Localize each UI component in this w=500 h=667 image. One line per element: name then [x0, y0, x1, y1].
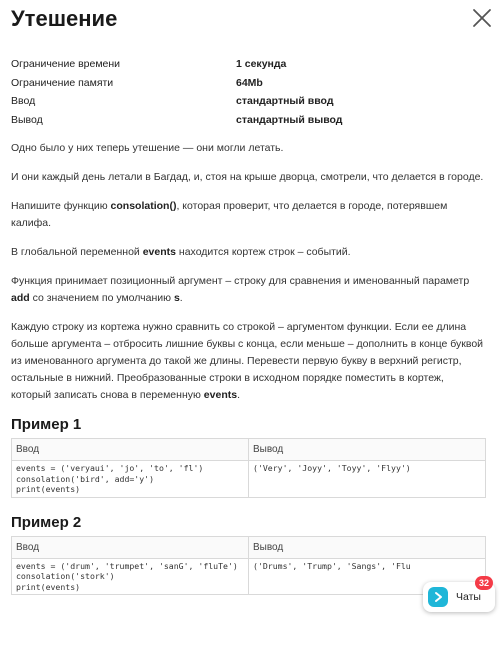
- example-input-code[interactable]: events = ('drum', 'trumpet', 'sanG', 'fluTe') consolation('stork') print(events): [16, 560, 238, 592]
- example-table: [11, 536, 486, 596]
- statement-paragraph: Одно было у них теперь утешение — они могли летать.: [11, 142, 284, 154]
- output-cell: [249, 461, 486, 498]
- limit-value: стандартный ввод: [236, 95, 334, 108]
- example-input-code[interactable]: events = ('veryaui', 'jo', 'to', 'fl') consolation('bird', add='y') print(events): [16, 463, 204, 494]
- input-cell: [12, 461, 249, 498]
- chat-arrow-icon: [432, 591, 444, 603]
- text: Каждую строку из кортежа нужно сравнить со строкой – аргументом функции. Если ее длина больше аргумента – отбросить лишние буквы с конца, если меньше – дополнить в конце буквой из именованного аргумента до такой же длины. Перевести первую букву в верхний регистр, остальные в нижний. Преобразованные строки в исходном порядке поместить в кортеж, который записать снова в переменную: [11, 321, 484, 401]
- text: .: [179, 292, 183, 304]
- text: Напишите функцию: [11, 200, 111, 212]
- limits-table: [11, 55, 431, 129]
- statement-paragraph: И они каждый день летали в Багдад, и, стоя на крыше дворца, смотрели, что делается в городе.: [11, 171, 484, 183]
- limit-label: Ограничение времени: [11, 58, 121, 71]
- unread-badge: 32: [475, 576, 493, 590]
- limit-row-input: [11, 92, 431, 111]
- code-term: s: [173, 292, 180, 304]
- close-button[interactable]: [470, 6, 494, 30]
- text: .: [237, 389, 240, 401]
- text: со значением по умолчанию: [29, 292, 174, 304]
- example-output-code[interactable]: ('Very', 'Joyy', 'Toyy', 'Flyy'): [253, 463, 411, 473]
- example-table: [11, 438, 486, 498]
- chat-bubble-icon: [428, 587, 448, 607]
- limit-label: Ограничение памяти: [11, 76, 114, 89]
- limit-value: 1 секунда: [236, 58, 287, 71]
- example-output-code[interactable]: ('Drums', 'Trump', 'Sangs', 'Flu: [253, 560, 411, 571]
- code-term: consolation(): [110, 200, 177, 212]
- text: находится кортеж строк – событий.: [176, 246, 351, 258]
- limit-row-time: [11, 55, 431, 74]
- example-title: Пример 1: [11, 416, 82, 433]
- code-term: events: [203, 389, 238, 401]
- example-title: Пример 2: [11, 513, 82, 531]
- statement-paragraph: [11, 198, 486, 232]
- chats-button[interactable]: [423, 578, 495, 612]
- limit-row-output: [11, 111, 431, 130]
- input-header: Ввод: [12, 536, 249, 558]
- statement-paragraph: [11, 273, 486, 307]
- limit-row-memory: [11, 74, 431, 93]
- chats-label: Чаты: [456, 591, 481, 603]
- limit-label: Ввод: [11, 95, 36, 108]
- code-term: add: [11, 292, 30, 304]
- code-term: events: [142, 246, 176, 258]
- problem-statement: [11, 140, 486, 611]
- page-title: Утешение: [11, 6, 118, 31]
- statement-paragraph: [11, 244, 486, 261]
- limit-label: Вывод: [11, 113, 43, 126]
- close-icon: [470, 6, 494, 30]
- limit-value: стандартный вывод: [236, 113, 343, 126]
- text: В глобальной переменной: [11, 246, 143, 258]
- text: , которая проверит, что делается в городе, потерявшем калифа.: [11, 200, 448, 229]
- input-cell: [12, 558, 249, 595]
- input-header: Ввод: [12, 439, 249, 461]
- limit-value: 64Mb: [236, 76, 263, 89]
- output-header: Вывод: [249, 536, 486, 558]
- text: Функция принимает позиционный аргумент – строку для сравнения и именованный параметр: [11, 275, 470, 287]
- statement-paragraph: [11, 319, 486, 404]
- output-header: Вывод: [249, 439, 486, 461]
